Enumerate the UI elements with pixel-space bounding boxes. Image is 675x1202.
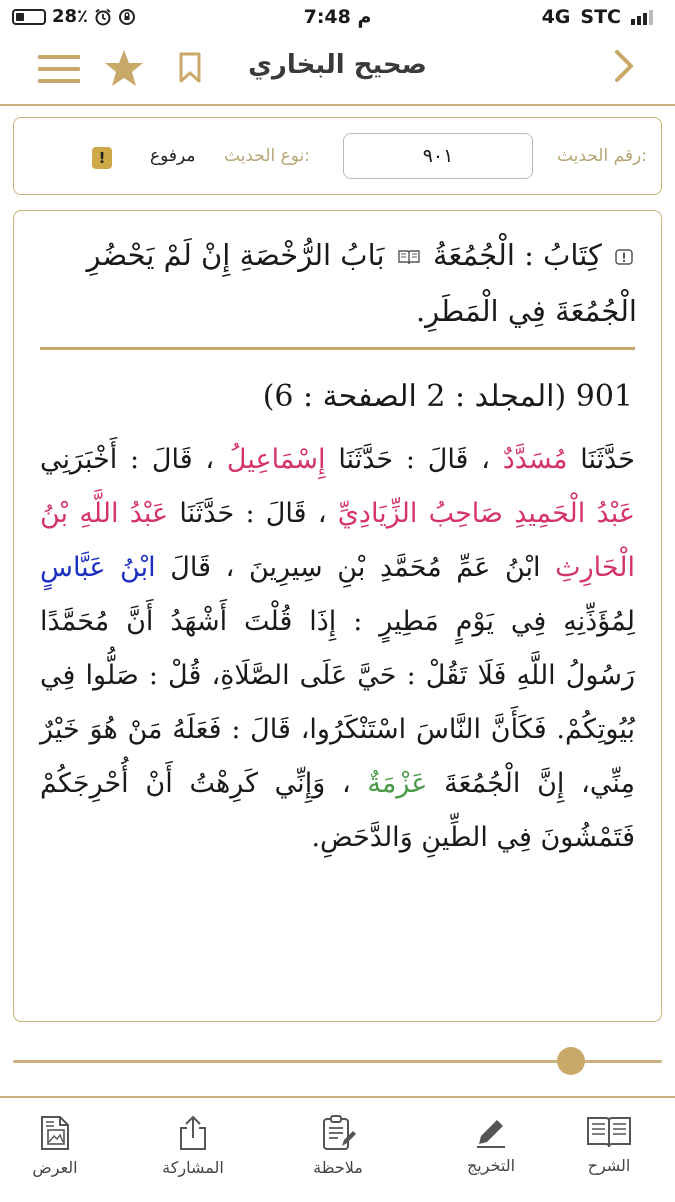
tab-explanation[interactable] xyxy=(549,1114,669,1175)
hadith-text-segment: ، قَالَ : حَدَّثَنَا xyxy=(168,498,338,529)
tab-display-label: العرض xyxy=(32,1158,78,1177)
share-icon xyxy=(177,1114,209,1152)
tab-display[interactable] xyxy=(10,1114,100,1177)
font-size-slider[interactable] xyxy=(13,1046,662,1076)
tab-share[interactable] xyxy=(133,1114,253,1177)
hadith-text xyxy=(40,433,635,865)
status-bar xyxy=(0,0,675,36)
battery-percent: 28٪ xyxy=(52,6,89,27)
tab-bar xyxy=(0,1096,675,1202)
tab-note[interactable] xyxy=(278,1114,398,1177)
narrator-link[interactable]: مُسَدَّدٌ xyxy=(502,444,568,475)
hadith-reference: 901 (المجلد : 2 الصفحة : 6) xyxy=(262,379,633,414)
hadith-text-segment: لِمُؤَذِّنِهِ فِي يَوْمٍ مَطِيرٍ : إِذَا قُلْتَ أَشْهَدُ أَنَّ مُحَمَّدًا رَسُولُ اللَّهِ فَلَا تَقُلْ : حَيَّ عَلَى الصَّلَاةِ، قُلْ : صَلُّوا فِي بُيُوتِكُمْ. فَكَأَنَّ النَّاسَ اسْتَنْكَرُوا، قَالَ : فَعَلَهُ مَنْ هُوَ خَيْرٌ مِنِّي، إِنَّ الْجُمُعَةَ xyxy=(40,606,635,799)
narrator-link[interactable]: عَبْدُ الْحَمِيدِ صَاحِبُ الزِّيَادِيِّ xyxy=(337,498,635,529)
status-right xyxy=(542,6,653,28)
hadith-type-value: مرفوع xyxy=(150,146,196,166)
hadith-text-segment: ، قَالَ : أَخْبَرَنِي xyxy=(40,444,227,475)
chevron-right-icon xyxy=(613,48,635,84)
slider-thumb[interactable] xyxy=(557,1047,585,1075)
info-badge-button[interactable]: ! xyxy=(92,147,112,169)
hadith-text-segment: حَدَّثَنَا xyxy=(567,444,635,475)
chapter-heading xyxy=(38,227,637,339)
page-title: صحيح البخاري xyxy=(248,50,427,80)
chapter-book: كِتَابُ : الْجُمُعَةُ xyxy=(432,238,602,272)
narrator-link[interactable]: عَبْدُ اللَّهِ بْنُ الْحَارِثِ xyxy=(40,498,635,583)
tab-share-label: المشاركة xyxy=(162,1158,224,1177)
hadith-info-box xyxy=(13,117,662,195)
hadith-content xyxy=(13,210,662,1022)
book-icon[interactable] xyxy=(398,249,420,265)
hadith-text-segment: ، قَالَ : حَدَّثَنَا xyxy=(325,444,503,475)
tab-note-label: ملاحظة xyxy=(313,1158,363,1177)
pen-icon xyxy=(473,1114,509,1150)
tab-takhrij-label: التخريج xyxy=(466,1156,516,1175)
info-icon[interactable] xyxy=(615,249,633,265)
hadith-text-segment: ، وَإِنِّي كَرِهْتُ أَنْ أُحْرِجَكُمْ فَتَمْشُونَ فِي الطِّينِ وَالدَّحَضِ. xyxy=(40,768,635,853)
nav-bar xyxy=(0,36,675,106)
narrator-link[interactable]: عَزْمَةٌ xyxy=(367,768,428,799)
network-type: 4G xyxy=(541,6,571,28)
hadith-number-label: رقم الحديث: xyxy=(556,146,647,166)
narrator-link[interactable]: ابْنُ عَبَّاسٍ xyxy=(40,552,156,583)
book-icon xyxy=(586,1114,632,1150)
hadith-text-segment: ابْنُ عَمِّ مُحَمَّدِ بْنِ سِيرِينَ ، قَالَ xyxy=(155,552,556,583)
hadith-type-label: نوع الحديث: xyxy=(224,146,311,166)
chapter-title: بَابُ الرُّخْصَةِ إِنْ لَمْ يَحْضُرِ الْجُمُعَةَ فِي الْمَطَرِ. xyxy=(86,238,637,328)
tab-explanation-label: الشرح xyxy=(587,1156,631,1175)
tab-takhrij[interactable] xyxy=(431,1114,551,1175)
display-icon xyxy=(39,1114,71,1152)
notes-icon xyxy=(320,1114,356,1152)
back-button[interactable] xyxy=(613,48,635,88)
hadith-number-field[interactable]: ٩٠١ xyxy=(343,133,533,179)
status-time: 7:48 م xyxy=(303,6,372,28)
narrator-link[interactable]: إِسْمَاعِيلُ xyxy=(226,444,326,475)
divider xyxy=(40,347,635,350)
signal-icon xyxy=(631,9,653,25)
carrier-name: STC xyxy=(580,6,621,28)
